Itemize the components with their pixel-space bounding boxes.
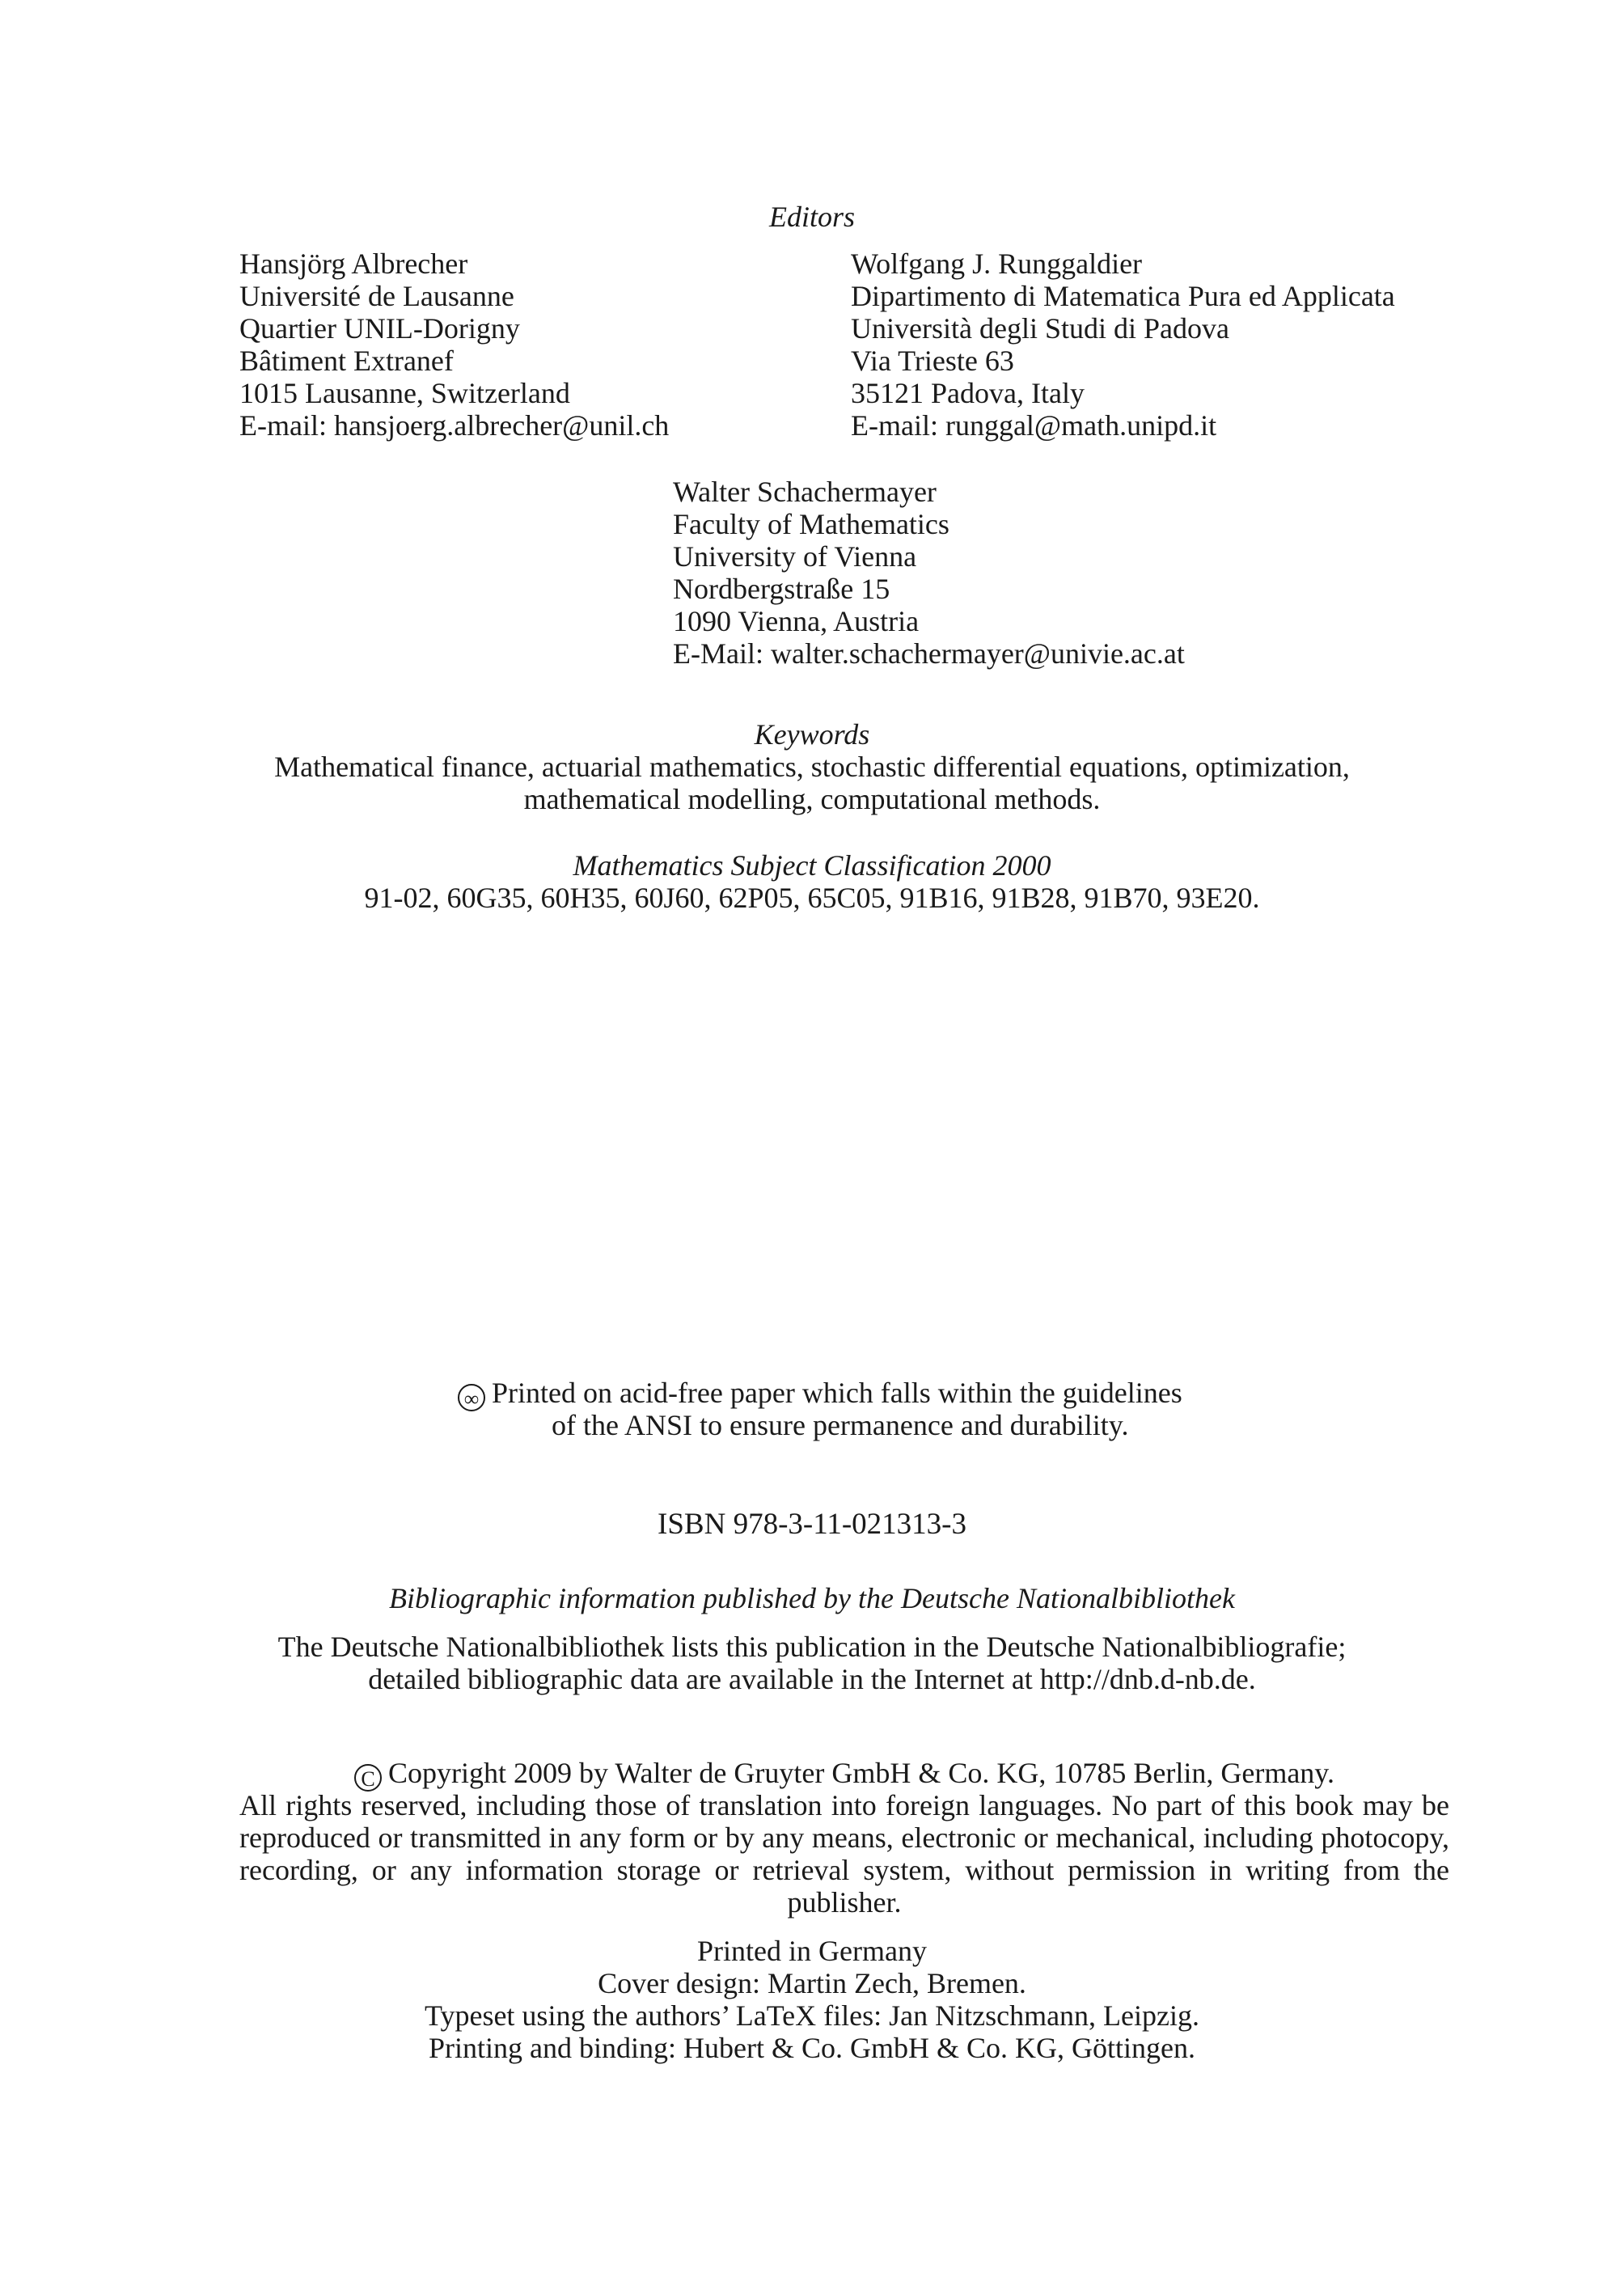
msc-codes: 91-02, 60G35, 60H35, 60J60, 62P05, 65C05, 91B16, 91B28, 91B70, 93E20.: [364, 882, 1260, 914]
msc-heading: Mathematics Subject Classification 2000: [573, 849, 1051, 882]
bibliographic-heading: Bibliographic information published by the Deutsche Nationalbibliothek: [389, 1582, 1235, 1614]
editor-name: Wolfgang J. Runggaldier: [851, 247, 1143, 280]
editor-address-line: Nordbergstraße 15: [673, 573, 890, 605]
editor-institution: Université de Lausanne: [239, 280, 514, 312]
editor-institution: Università degli Studi di Padova: [851, 312, 1229, 345]
copyright-paragraph: All rights reserved, including those of translation into foreign languages. No part of this book may be reproduced or transmitted in any form or by any means, electronic or mechanical, including photocopy, recording, or any information storage or retrieval system, without permission in writing from the publisher.: [239, 1789, 1449, 1919]
editor-email: E-mail: runggal@math.unipd.it: [851, 409, 1217, 442]
editor-address-albrecher: [239, 247, 669, 442]
typeset-info: [0, 1999, 1624, 2032]
editors-heading: Editors: [768, 201, 855, 233]
editor-address-line: Bâtiment Extranef: [239, 345, 454, 377]
editor-address-line: Via Trieste 63: [851, 345, 1014, 377]
copyright-notice: [239, 1757, 1449, 1919]
copyright-icon: C: [354, 1764, 382, 1792]
binding-info: Printing and binding: Hubert & Co. GmbH & Co. KG, Göttingen.: [429, 2032, 1195, 2064]
keywords-line: Mathematical finance, actuarial mathematics, stochastic differential equations, optimization,: [274, 751, 1350, 783]
typeset-prefix: Typeset using the authors’: [424, 1999, 736, 2032]
editor-city: 1090 Vienna, Austria: [673, 605, 920, 637]
editor-address-schachermayer: [673, 476, 1185, 670]
typeset-suffix: files: Jan Nitzschmann, Leipzig.: [816, 1999, 1200, 2032]
bibliographic-line: detailed bibliographic data are available in the Internet at http://dnb.d-nb.de.: [368, 1663, 1256, 1695]
editor-name: Walter Schachermayer: [673, 476, 937, 508]
editor-email: E-mail: hansjoerg.albrecher@unil.ch: [239, 409, 670, 442]
cover-design: Cover design: Martin Zech, Bremen.: [598, 1967, 1026, 1999]
editor-city: 35121 Padova, Italy: [851, 377, 1085, 409]
editor-address-runggaldier: [851, 247, 1395, 442]
keywords-heading: Keywords: [754, 718, 870, 751]
acid-free-paper-icon: ∞: [458, 1384, 485, 1411]
printed-in: Printed in Germany: [697, 1935, 927, 1967]
acid-free-line: of the ANSI to ensure permanence and durability.: [552, 1409, 1129, 1441]
acid-free-text: Printed on acid-free paper which falls within the guidelines: [492, 1377, 1182, 1409]
editor-email: E-Mail: walter.schachermayer@univie.ac.at: [673, 637, 1185, 670]
editor-name: Hansjörg Albrecher: [239, 247, 468, 280]
editor-department: Dipartimento di Matematica Pura ed Applicata: [851, 280, 1395, 312]
editor-address-line: Quartier UNIL-Dorigny: [239, 312, 520, 345]
isbn: ISBN 978-3-11-021313-3: [658, 1508, 966, 1541]
editor-city: 1015 Lausanne, Switzerland: [239, 377, 570, 409]
editor-department: Faculty of Mathematics: [673, 508, 949, 540]
keywords-text: [0, 751, 1624, 815]
acid-free-notice: [458, 1377, 1182, 1441]
keywords-line: mathematical modelling, computational methods.: [523, 783, 1101, 815]
bibliographic-line: The Deutsche Nationalbibliothek lists this publication in the Deutsche Nationalbibliografie;: [277, 1631, 1347, 1663]
bibliographic-text: [0, 1631, 1624, 1695]
copyright-line: [239, 1757, 1449, 1789]
printing-info: [0, 1935, 1624, 2064]
editor-institution: University of Vienna: [673, 540, 917, 573]
acid-free-line: [458, 1377, 1182, 1409]
copyright-text: Copyright 2009 by Walter de Gruyter GmbH & Co. KG, 10785 Berlin, Germany.: [388, 1757, 1334, 1789]
latex-logo: LaTeX: [735, 1999, 817, 2032]
